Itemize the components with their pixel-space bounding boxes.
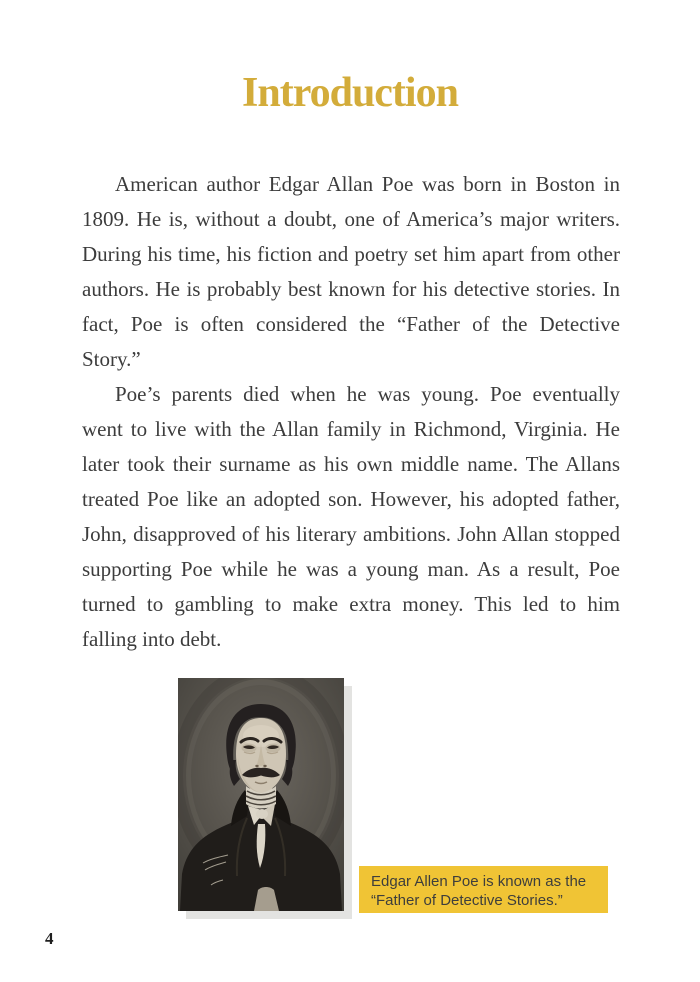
- photo-caption: [359, 866, 608, 913]
- page-number: 4: [45, 929, 54, 948]
- page-title: Introduction: [242, 70, 458, 116]
- paragraph-1: American author Edgar Allan Poe was born in Boston in 1809. He is, without a doubt, one of America’s major writers. During his time, his fiction and poetry set him apart from other authors. He is probably best known for his detective stories. In fact, Poe is often considered the “Father of the Detective Story.”: [82, 172, 620, 371]
- poe-portrait-photo: [178, 678, 344, 911]
- body-text: [82, 167, 620, 657]
- caption-line-2: “Father of Detective Stories.”: [371, 892, 563, 909]
- caption-line-1: Edgar Allen Poe is known as the: [371, 873, 587, 890]
- paragraph-2: Poe’s parents died when he was young. Poe eventually went to live with the Allan family in Richmond, Virginia. He later took their surname as his own middle name. The Allans treated Poe like an adopted son. However, his adopted father, John, disapproved of his literary ambitions. John Allan stopped supporting Poe while he was a young man. As a result, Poe turned to gambling to make extra money. This led to him falling into debt.: [82, 382, 620, 651]
- poe-portrait-illustration: [178, 678, 344, 911]
